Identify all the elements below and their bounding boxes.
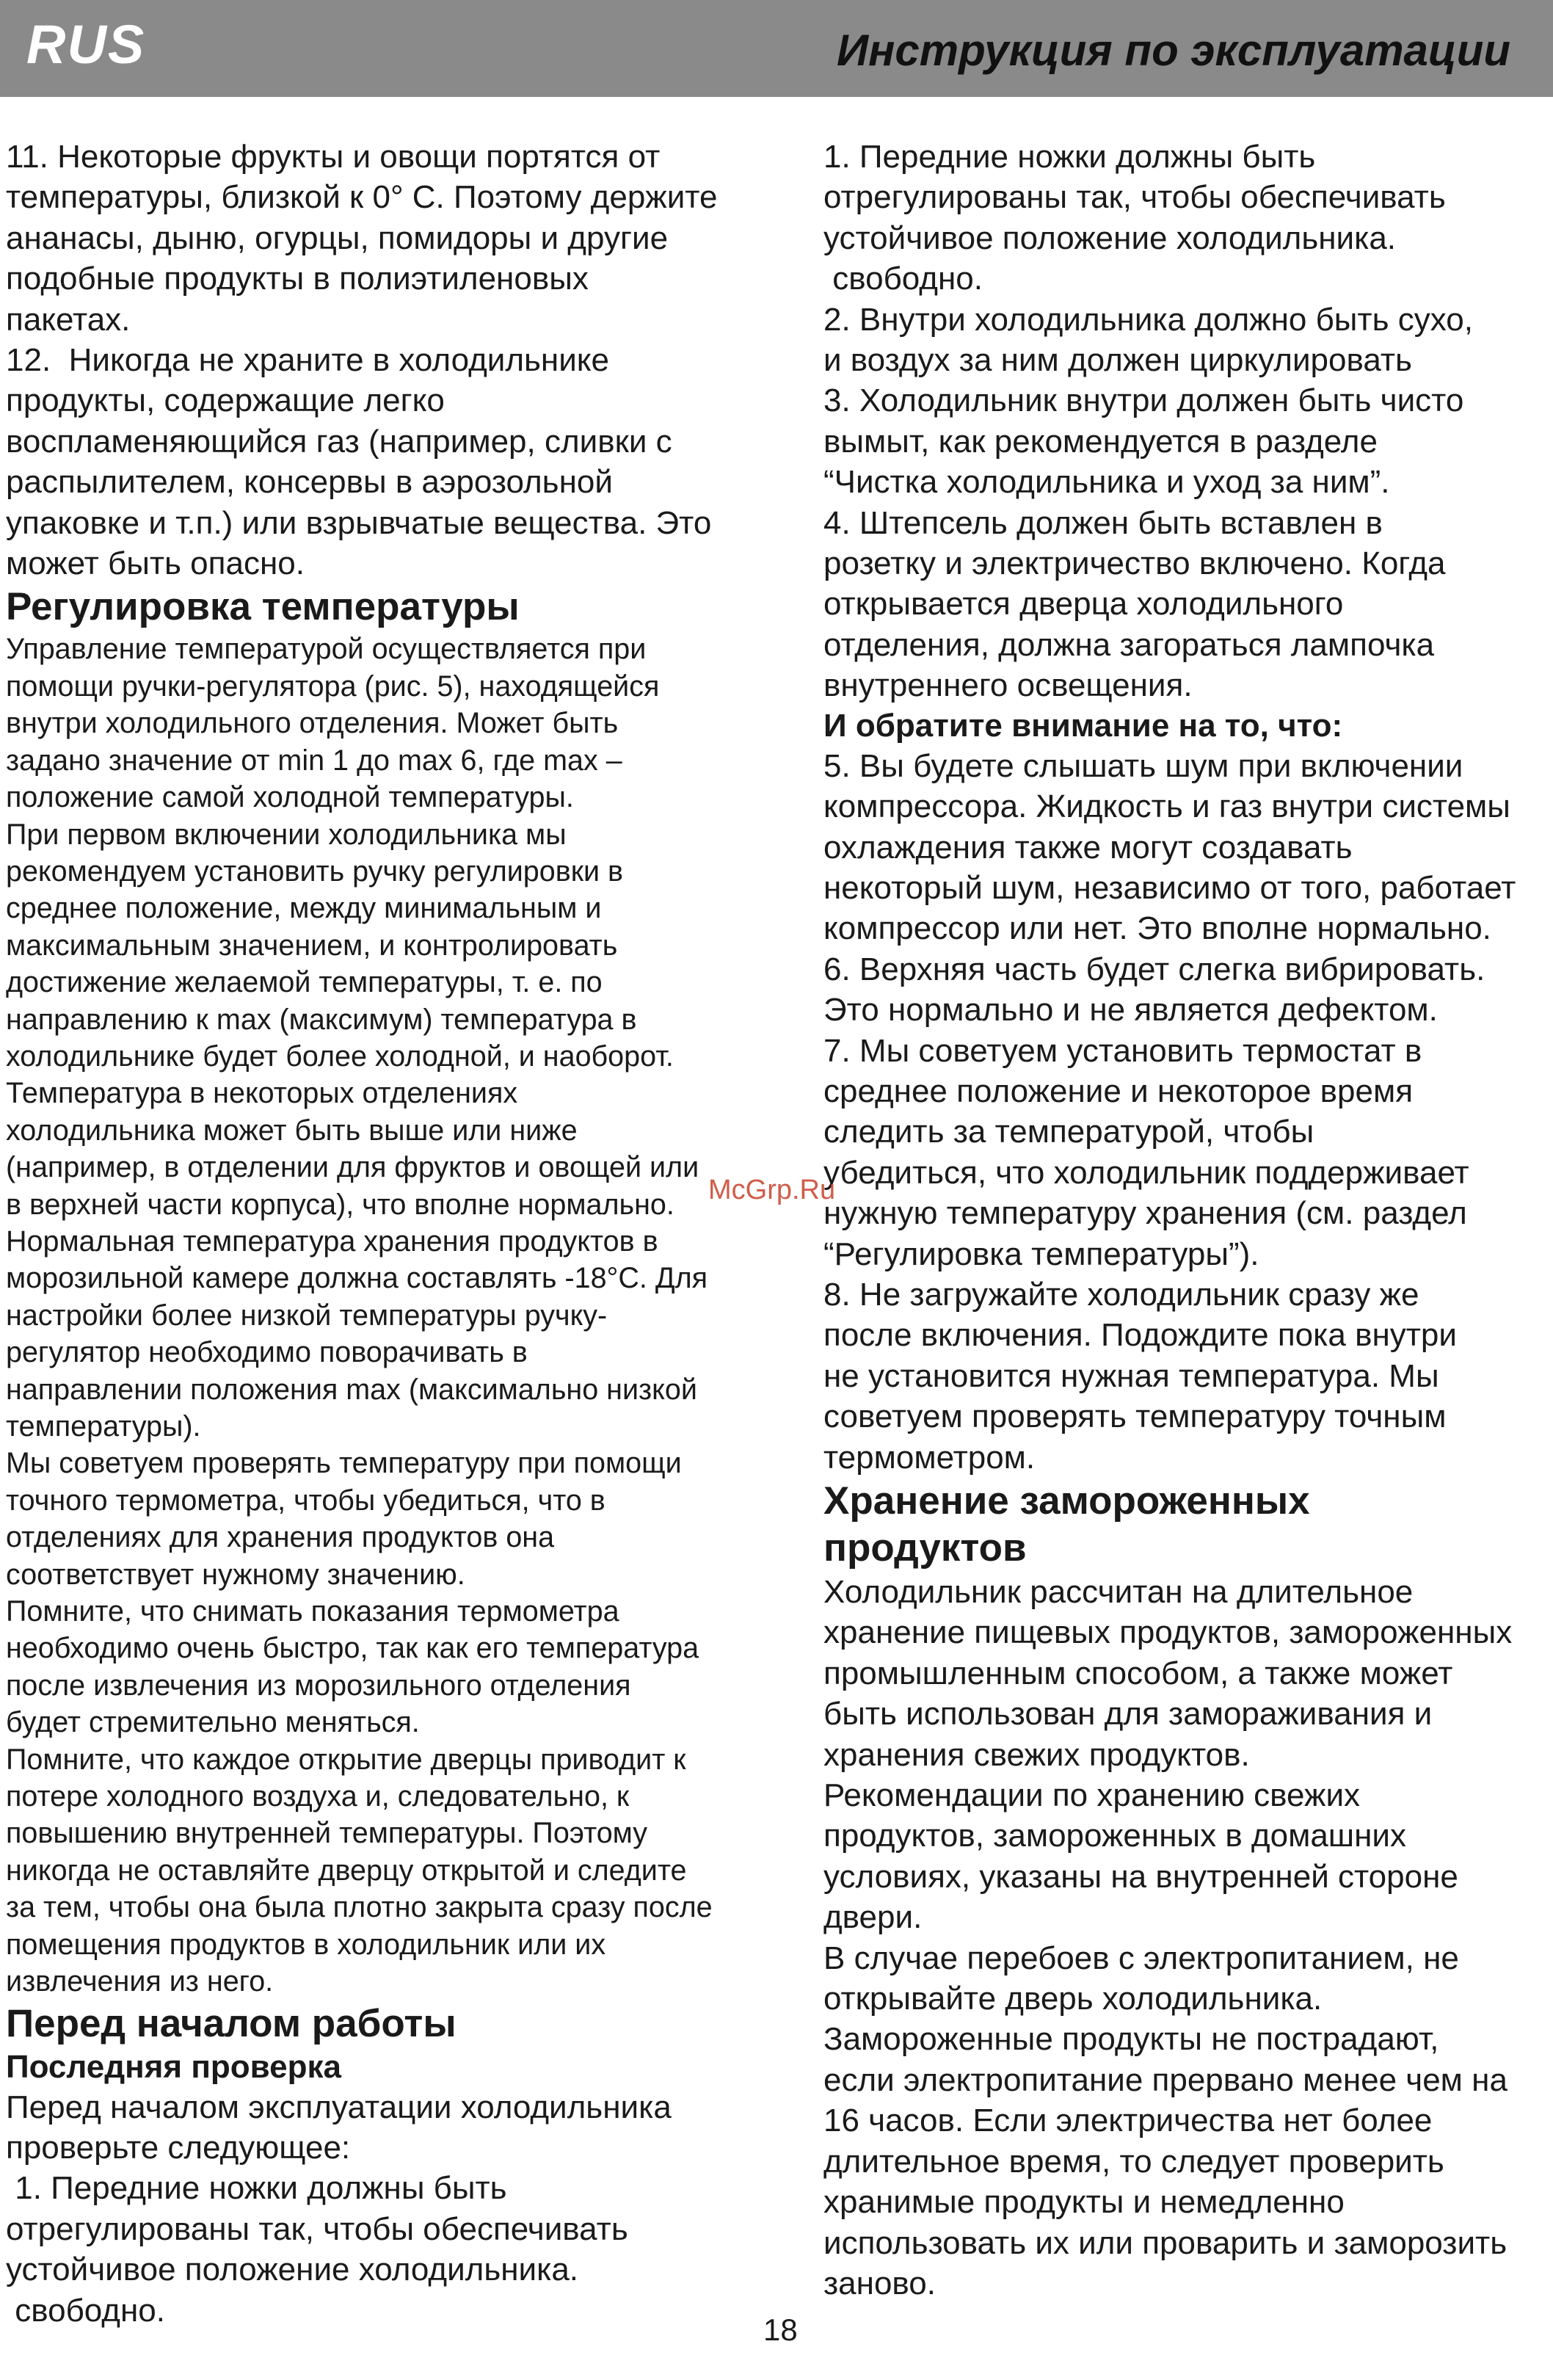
page-header (0, 0, 1553, 97)
left-column (6, 137, 796, 2331)
temperature-paragraph: Помните, что каждое открытие дверцы приводит к потере холодного воздуха и, следовательно, к повышению внутренней температуры. Поэтому никогда не оставляйте дверцу открытой и следите за тем, чтобы она была плотно закрыта сразу после помещения продуктов в холодильник или их извлечения из него. (6, 1743, 713, 1998)
document-title: Инструкция по эксплуатации (837, 26, 1510, 75)
item-11: 11. Некоторые фрукты и овощи портятся от температуры, близкой к 0° С. Поэтому держите ананасы, дыню, огурцы, помидоры и другие подобные продукты в полиэтиленовых пакетах. (6, 139, 718, 338)
check-item-4: 4. Штепсель должен быть вставлен в розетку и электричество включено. Когда открывается дверца холодильного отделения, должна загораться лампочка внутреннего освещения. (823, 504, 1446, 704)
temperature-paragraph: При первом включении холодильника мы рекомендуем установить ручку регулировки в среднее положение, между минимальным и максимальным значением, и контролировать достижение желаемой температуры, т. е. по направлению к max (максимум) температура в холодильнике будет более холодной, и наоборот. (6, 818, 674, 1073)
watermark: McGrp.Ru (708, 1175, 836, 1205)
before-start-paragraph: Перед началом эксплуатации холодильника проверьте следующее: (6, 2089, 672, 2166)
note-item-6: 6. Верхняя часть будет слегка вибрировать. Это нормально и не является дефектом. (823, 951, 1485, 1028)
frozen-paragraph: Замороженные продукты не пострадают, если электропитание прервано менее чем на 16 часов. Если электричества нет более длительное время, то следует проверить хранимые продукты и немедленно использовать их или проварить и заморозить заново. (823, 2021, 1507, 2301)
check-item-3: 3. Холодильник внутри должен быть чисто вымыт, как рекомендуется в разделе “Чистка холодильника и уход за ним”. (823, 382, 1464, 501)
subheading-last-check: Последняя проверка (6, 2048, 341, 2085)
check-item-1: 1. Передние ножки должны быть отрегулированы так, чтобы обеспечивать устойчивое положение холодильника. свободно. (6, 2170, 628, 2329)
check-item-1: 1. Передние ножки должны быть отрегулированы так, чтобы обеспечивать устойчивое положение холодильника. свободно. (823, 139, 1446, 297)
temperature-paragraph: Управление температурой осуществляется при помощи ручки-регулятора (рис. 5), находящейся внутри холодильного отделения. Может быть задано значение от min 1 до max 6, где max – положение самой холодной температуры. (6, 633, 660, 814)
section-heading-temperature: Регулировка температуры (6, 585, 520, 629)
temperature-paragraph: Мы советуем проверять температуру при помощи точного термометра, чтобы убедиться, что в отделениях для хранения продуктов она соответствует нужному значению. (6, 1447, 682, 1591)
page-number: 18 (763, 2312, 798, 2347)
item-12: 12. Никогда не храните в холодильнике продукты, содержащие легко воспламеняющийся газ (например, сливки с распылителем, консервы в аэрозольной упаковке и т.п.) или взрывчатые вещества. Это может быть опасно. (6, 342, 712, 582)
temperature-paragraph: Помните, что снимать показания термометра необходимо очень быстро, так как его температура после извлечения из морозильного отделения будет стремительно меняться. (6, 1595, 699, 1739)
frozen-paragraph: Холодильник рассчитан на длительное хранение пищевых продуктов, замороженных промышленным способом, а также может быть использован для замораживания и хранения свежих продуктов. (823, 1574, 1513, 1773)
note-item-7: 7. Мы советуем установить термостат в среднее положение и некоторое время следить за температурой, чтобы убедиться, что холодильник поддерживает нужную температуру хранения (см. раздел “Регулировка температуры”). (823, 1032, 1469, 1272)
language-label: RUS (26, 14, 146, 75)
section-heading-frozen-storage: Хранение замороженных продуктов (823, 1479, 1310, 1570)
note-item-8: 8. Не загружайте холодильник сразу же после включения. Подождите пока внутри не установится нужная температура. Мы советуем проверять температуру точным термометром. (823, 1276, 1457, 1476)
subheading-attention: И обратите внимание на то, что: (823, 707, 1343, 744)
note-item-5: 5. Вы будете слышать шум при включении компрессора. Жидкость и газ внутри системы охлаждения также могут создавать некоторый шум, независимо от того, работает компрессор или нет. Это вполне нормально. (823, 747, 1516, 947)
check-item-2: 2. Внутри холодильника должно быть сухо, и воздух за ним должен циркулировать (823, 301, 1473, 379)
temperature-paragraph: Температура в некоторых отделениях холодильника может быть выше или ниже (например, в отделении для фруктов и овощей или в верхней части корпуса), что вполне нормально. (6, 1077, 699, 1221)
temperature-paragraph: Нормальная температура хранения продуктов в морозильной камере должна составлять -18°С. Для настройки более низкой температуры ручку- регулятор необходимо поворачивать в направлении положения max (максимально низкой температуры). (6, 1225, 708, 1443)
frozen-paragraph: Рекомендации по хранению свежих продуктов, замороженных в домашних условиях, указаны на внутренней стороне двери. (823, 1777, 1458, 1936)
right-column (823, 137, 1550, 2304)
section-heading-before-start: Перед началом работы (6, 2001, 457, 2045)
frozen-paragraph: В случае перебоев с электропитанием, не открывайте дверь холодильника. (823, 1940, 1459, 2017)
